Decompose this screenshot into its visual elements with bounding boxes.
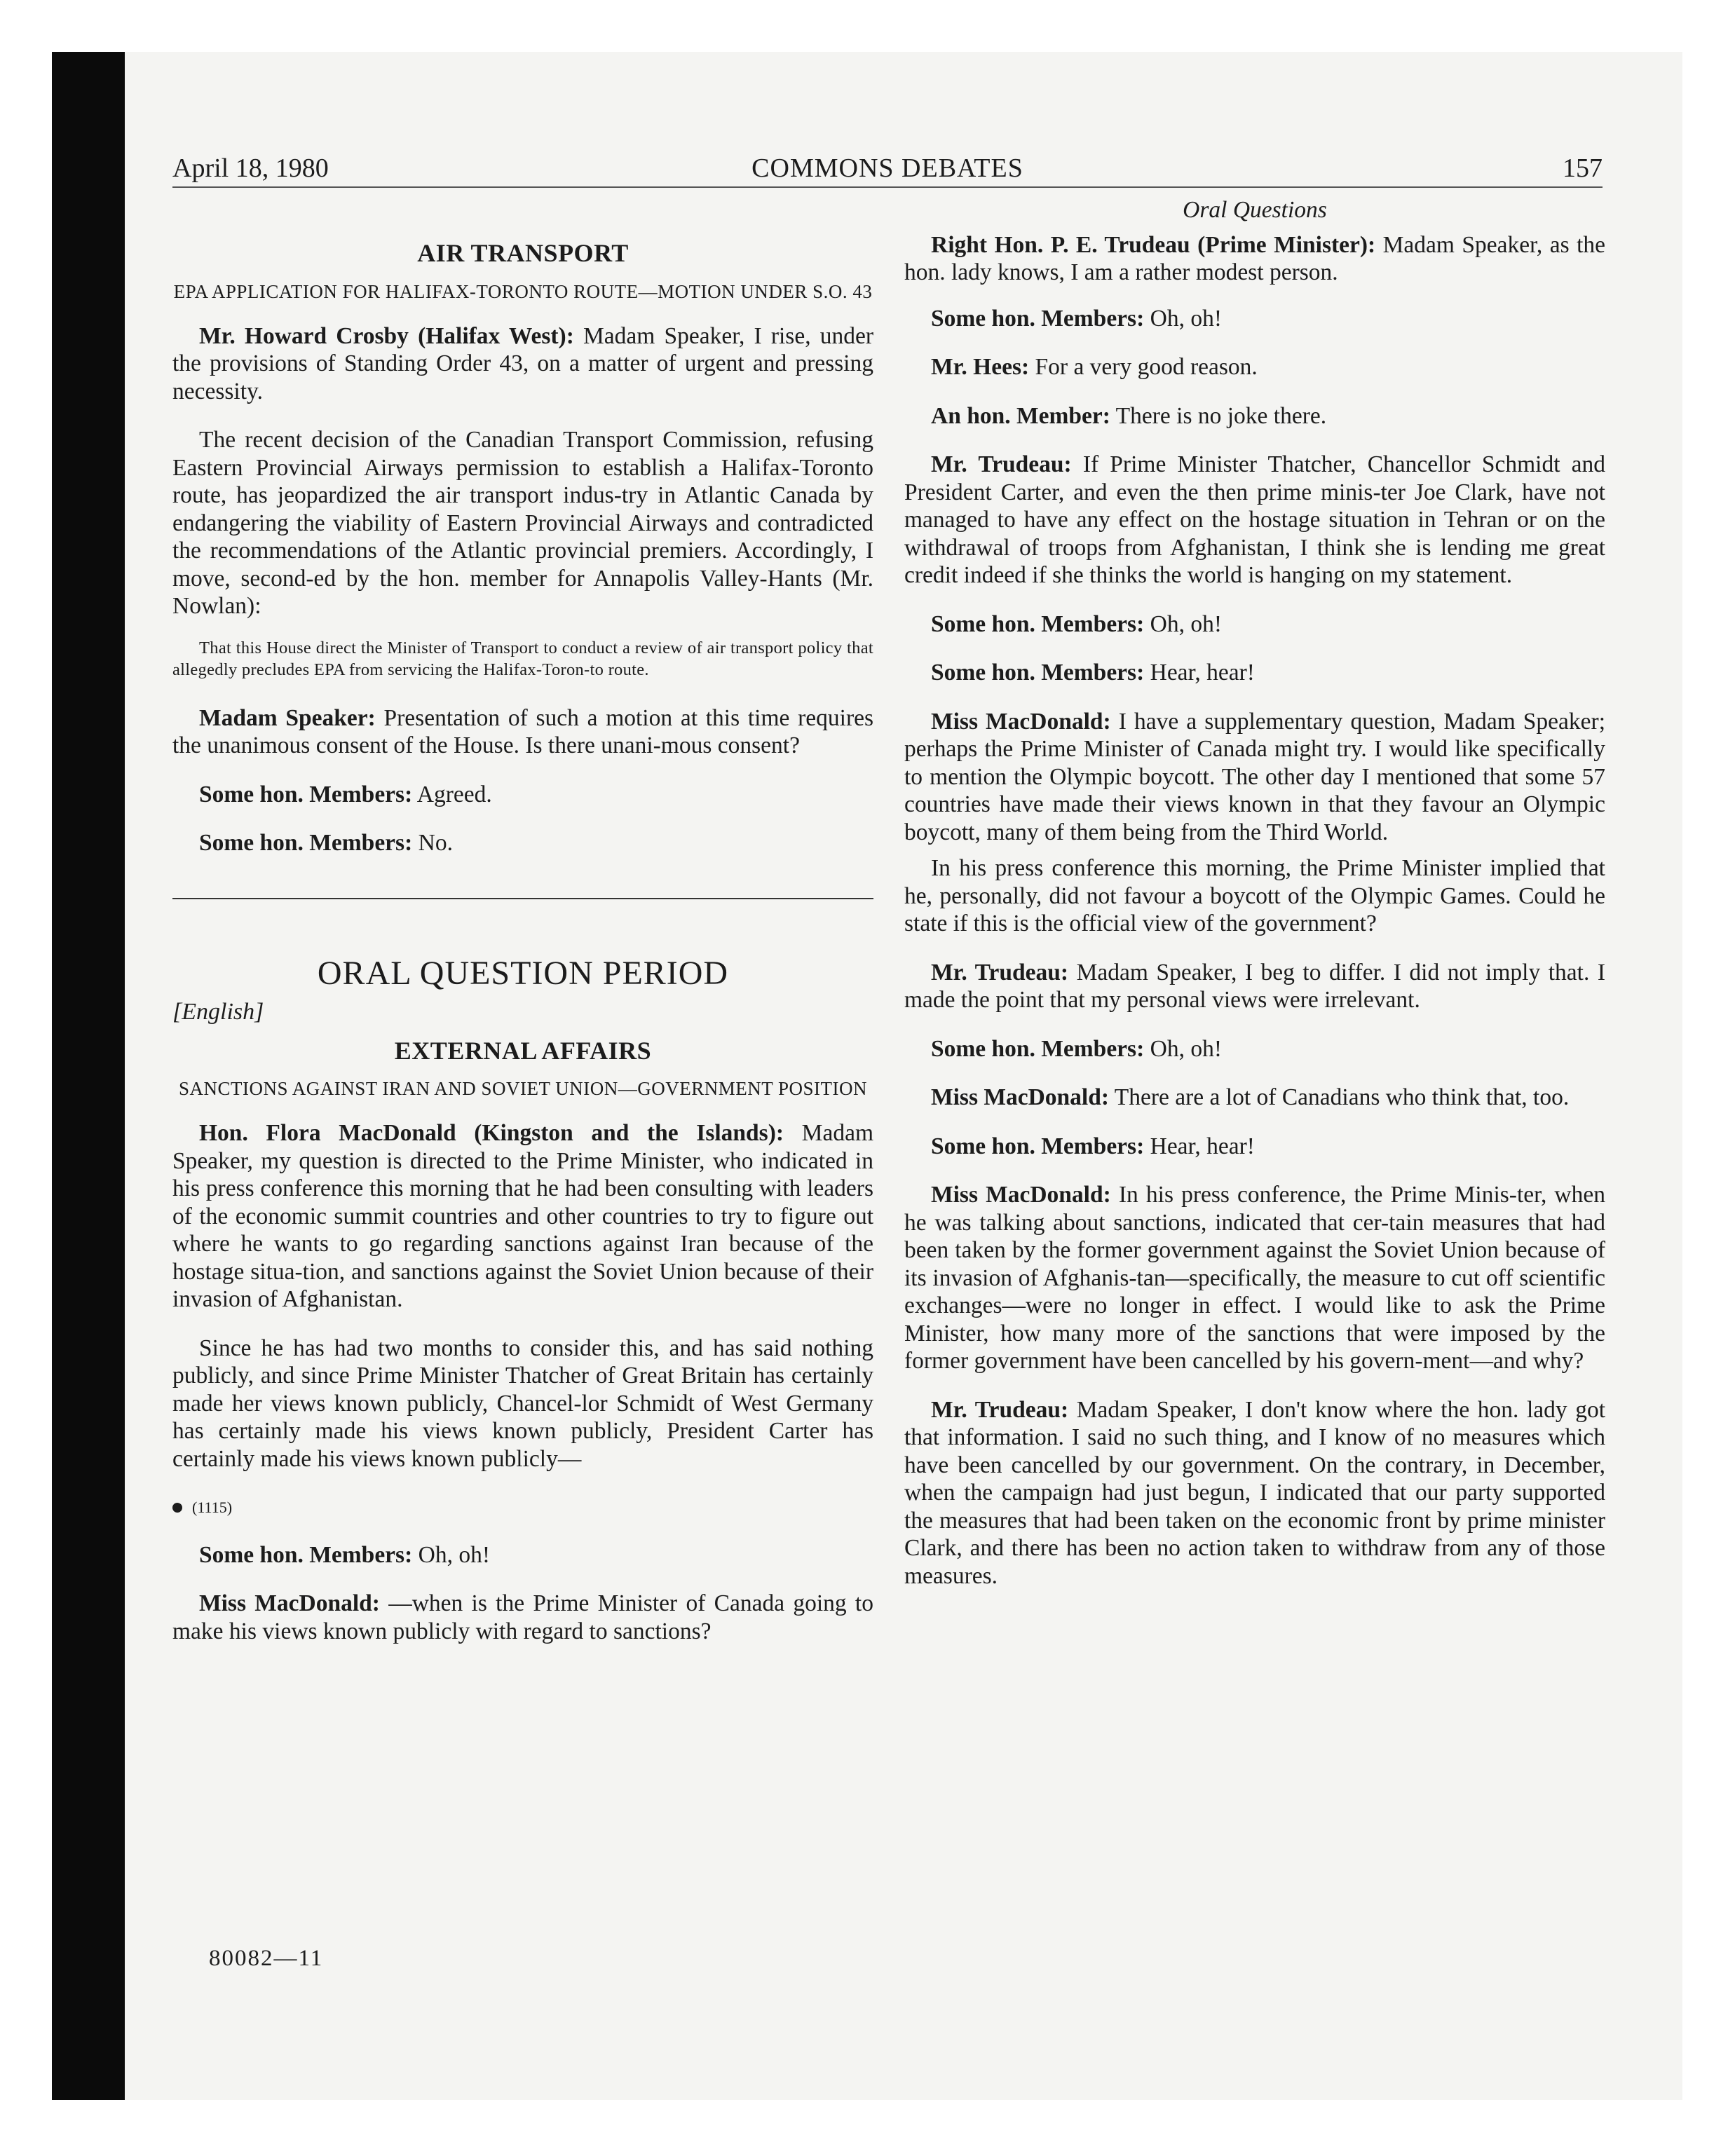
paragraph-hon-member: [904, 402, 1605, 430]
speech-text: I have a supplementary question, Madam Speaker; perhaps the Prime Minister of Canada might try. I would like specifically to mention the Olympic boycott. The other day I mentioned that some 57 countries have made their views known in that they favour an Olympic boycott, many of them being from the Third World.: [904, 708, 1606, 845]
paragraph-hees: [904, 353, 1605, 381]
speaker-name: Mr. Trudeau:: [931, 451, 1072, 477]
speech-text: Oh, oh!: [1144, 1035, 1222, 1062]
speech-text: Since he has had two months to consider this, and has said nothing publicly, and since Prime Minister Thatcher of Great Britain has certainly made her views known publicly, Chancel-lor Schmidt of West Germany has certainly made his views known publicly, President Carter has certainly made his views known publicly—: [172, 1335, 873, 1472]
paragraph-members-agreed: [172, 781, 873, 809]
section-divider: [172, 898, 873, 899]
column-heading-oral-questions: Oral Questions: [1183, 197, 1327, 223]
paragraph-flora-macdonald: [172, 1119, 873, 1314]
speech-text: Oh, oh!: [1144, 610, 1222, 637]
bullet-icon: [172, 1503, 182, 1513]
paragraph-members-hear-1: [904, 659, 1605, 687]
paragraph-macdonald-supplementary: [904, 708, 1605, 847]
speech-text: In his press conference this morning, the Prime Minister implied that he, personally, did not favour a boycott of the Olympic Games. Could he state if this is the official view of the government?: [904, 855, 1605, 936]
speaker-name: Some hon. Members:: [199, 781, 413, 807]
speaker-name: Miss MacDonald:: [199, 1590, 380, 1616]
header-page-number: 157: [1563, 153, 1603, 183]
section-heading-external-affairs: EXTERNAL AFFAIRS: [394, 1036, 652, 1065]
paragraph-macdonald-olympics: [904, 854, 1605, 938]
paragraph-macdonald-question: [172, 1590, 873, 1645]
left-column-spacer: [172, 196, 873, 240]
paragraph-members-no: [172, 829, 873, 857]
oral-question-period-heading: ORAL QUESTION PERIOD: [317, 954, 729, 992]
paragraph-madam-speaker: [172, 704, 873, 760]
speaker-name: Madam Speaker:: [199, 704, 376, 731]
speech-text: The recent decision of the Canadian Transport Commission, refusing Eastern Provincial Airways permission to establish a Halifax-Toronto route, has jeopardized the air transport indus-try in Atlantic Canada by endangering the viability of Eastern Provincial Airways and contradicted the recommendations of the Atlantic provincial premiers. Accordingly, I move, second-ed by the hon. member for Annapolis Valley-Hants (Mr. Nowlan):: [172, 427, 873, 619]
speech-text: Madam Speaker, I don't know where the hon. lady got that information. I said no such thing, and I know of no measures which have been cancelled by our government. On the contrary, in December, when the campaign had just begun, I indicated that our party supported the measures that had been taken on the economic front by prime minister Clark, and there has been no action taken to withdraw from any of those measures.: [904, 1396, 1606, 1589]
speaker-name: Mr. Howard Crosby (Halifax West):: [199, 322, 574, 349]
speaker-name: Some hon. Members:: [199, 1541, 413, 1568]
paragraph-crosby-continued: [172, 426, 873, 620]
speaker-name: Miss MacDonald:: [931, 1182, 1111, 1208]
paragraph-macdonald-canadians: [904, 1084, 1605, 1112]
speaker-name: Some hon. Members:: [931, 1035, 1145, 1062]
speech-text: There is no joke there.: [1110, 402, 1327, 429]
paragraph-members-oh-3: [904, 1035, 1605, 1063]
speech-text: Madam Speaker, my question is directed to the Prime Minister, who indicated in his press conference this morning that he had been consulting with leaders of the economic summit countries and other countries to try to figure out where he wants to go regarding sanctions against Iran because of the hostage situa-tion, and sanctions against the Soviet Union because of their invasion of Afghanistan.: [172, 1120, 873, 1312]
speaker-name: Mr. Trudeau:: [931, 1396, 1069, 1423]
speaker-name: Some hon. Members:: [931, 660, 1145, 685]
running-head: [172, 150, 1603, 186]
speech-text: Hear, hear!: [1144, 1133, 1255, 1159]
speaker-name: Some hon. Members:: [931, 305, 1145, 332]
speech-text: Madam Speaker, I beg to differ. I did not imply that. I made the point that my personal views were irrelevant.: [904, 959, 1606, 1013]
speaker-name: An hon. Member:: [931, 402, 1110, 429]
paragraph-members-oh-1: [904, 305, 1605, 333]
paragraph-trudeau-2: [904, 451, 1605, 589]
speech-text: In his press conference, the Prime Minis-ter, when he was talking about sanctions, indicated that cer-tain measures that had been taken by the former government against the Soviet Union because of its invasion of Afghanis-tan—specifically, the measure to cut off scientific exchanges—were no longer in effect. I would like to ask the Prime Minister, how many more of the sanctions that were imposed by the former government have been cancelled by his govern-ment—and why?: [904, 1182, 1605, 1374]
speaker-name: Miss MacDonald:: [931, 1084, 1110, 1110]
speaker-name: Right Hon. P. E. Trudeau (Prime Minister):: [931, 231, 1376, 258]
paragraph-members-oh-2: [904, 610, 1605, 639]
speech-text: If Prime Minister Thatcher, Chancellor Schmidt and President Carter, and even the then prime minis-ter Joe Clark, have not managed to have any effect on the hostage situation in Tehran or on the withdrawal of troops from Afghanistan, I think she is lending me great credit indeed if she thinks the world is hanging on my statement.: [904, 451, 1606, 588]
paragraph-crosby: [172, 322, 873, 406]
left-column: [172, 196, 873, 1666]
speaker-name: Some hon. Members:: [931, 610, 1145, 637]
speaker-name: Hon. Flora MacDonald (Kingston and the Islands):: [199, 1120, 784, 1146]
speech-text: —when is the Prime Minister of Canada going to make his views known publicly with regard to sanctions?: [172, 1590, 873, 1644]
page-folio: 80082—11: [209, 1946, 324, 1971]
paragraph-macdonald-continued: [172, 1335, 873, 1473]
speech-text: Presentation of such a motion at this time requires the unanimous consent of the House. Is there unani-mous consent?: [172, 704, 874, 758]
section-subheading-sanctions: SANCTIONS AGAINST IRAN AND SOVIET UNION—GOVERNMENT POSITION: [178, 1078, 868, 1099]
header-date: April 18, 1980: [172, 153, 329, 183]
speech-text: No.: [412, 830, 453, 856]
speech-text: Oh, oh!: [1144, 305, 1222, 332]
paragraph-macdonald-sanctions: [904, 1181, 1605, 1375]
scan-edge-bar: [52, 52, 125, 2100]
speaker-name: Some hon. Members:: [931, 1133, 1145, 1159]
time-marker: [172, 1494, 873, 1522]
speech-text: Madam Speaker, as the hon. lady knows, I am a rather modest person.: [904, 231, 1605, 285]
speaker-name: Mr. Trudeau:: [931, 959, 1069, 985]
right-column: [904, 196, 1605, 1611]
language-marker: [English]: [172, 999, 264, 1025]
header-publication: COMMONS DEBATES: [751, 153, 1023, 183]
section-heading-air-transport: AIR TRANSPORT: [417, 239, 629, 267]
speech-text: Agreed.: [412, 781, 492, 807]
speech-text: Madam Speaker, I rise, under the provisions of Standing Order 43, on a matter of urgent and pressing necessity.: [172, 322, 873, 404]
header-rule: [172, 186, 1603, 188]
speech-text: Hear, hear!: [1144, 660, 1255, 685]
paragraph-trudeau-4: [904, 1396, 1605, 1590]
paragraph-trudeau-3: [904, 959, 1605, 1014]
speaker-name: Miss MacDonald:: [931, 708, 1111, 735]
motion-text: That this House direct the Minister of Transport to conduct a review of air transport policy that allegedly precludes EPA from servicing the Halifax-Toron-to route.: [172, 638, 873, 679]
speech-text: There are a lot of Canadians who think that, too.: [1109, 1084, 1570, 1110]
speech-text: Oh, oh!: [412, 1541, 490, 1568]
paragraph-members-oh: [172, 1541, 873, 1569]
section-subheading-epa: EPA APPLICATION FOR HALIFAX-TORONTO ROUTE—MOTION UNDER S.O. 43: [173, 280, 873, 302]
paragraph-members-hear-2: [904, 1133, 1605, 1161]
speaker-name: Mr. Hees:: [931, 354, 1030, 380]
time-marker-text: (1115): [192, 1499, 233, 1516]
speaker-name: Some hon. Members:: [199, 830, 413, 856]
paragraph-trudeau-1: [904, 231, 1605, 287]
speech-text: For a very good reason.: [1029, 354, 1258, 380]
